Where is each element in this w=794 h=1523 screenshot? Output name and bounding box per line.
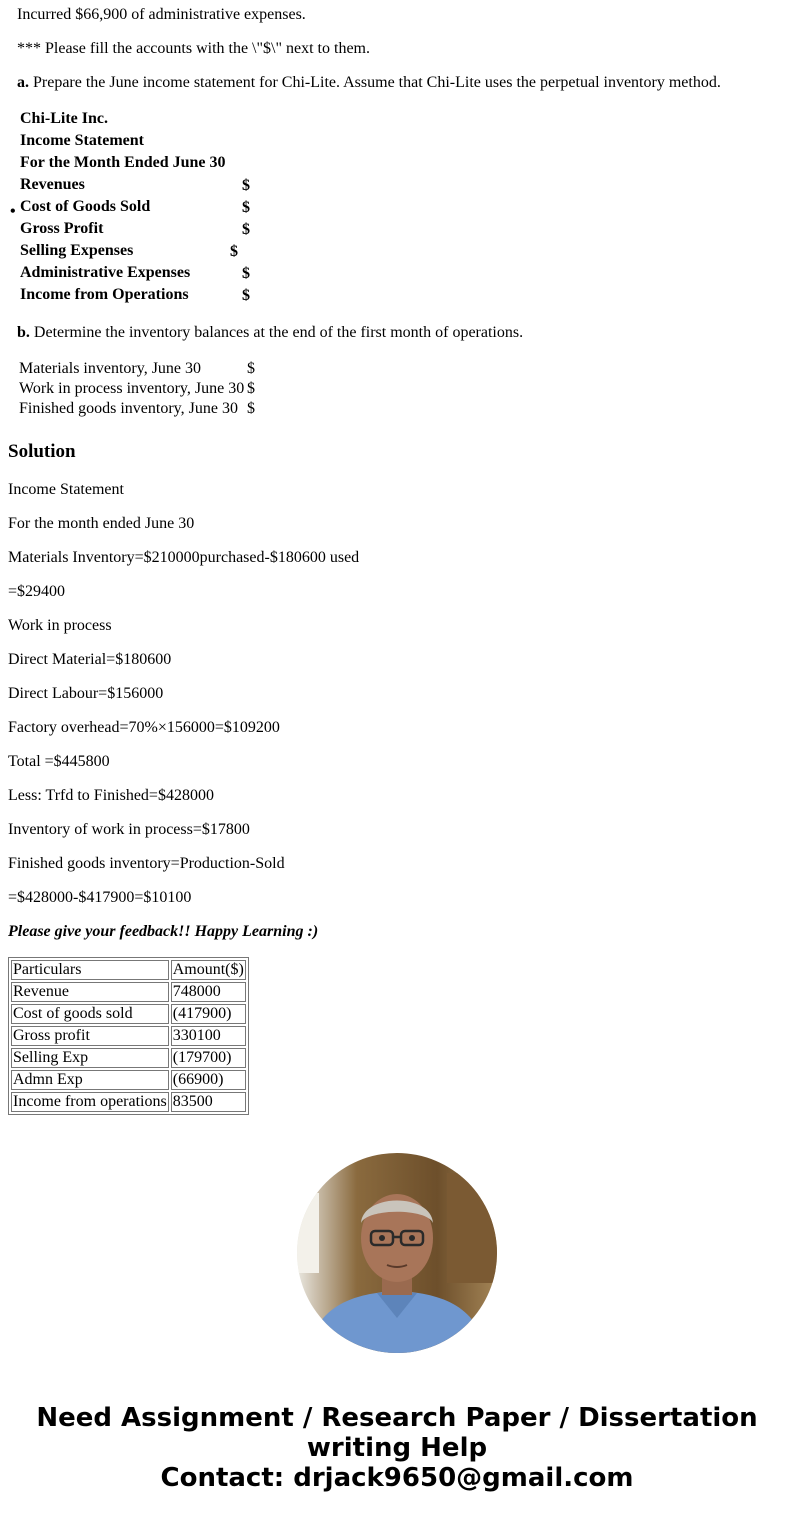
solution-line: =$29400 bbox=[8, 583, 66, 600]
solution-line: Finished goods inventory=Production-Sold bbox=[8, 855, 285, 872]
table-cell: Revenue bbox=[11, 982, 169, 1002]
table-cell: 330100 bbox=[171, 1026, 246, 1046]
table-row bbox=[11, 982, 246, 1002]
row-admin-label: Administrative Expenses bbox=[20, 264, 191, 281]
table-header-row bbox=[11, 960, 246, 980]
table-cell: Cost of goods sold bbox=[11, 1004, 169, 1024]
table-row bbox=[11, 1048, 246, 1068]
materials-inventory-label: Materials inventory, June 30 bbox=[19, 360, 202, 377]
part-b-letter: b. bbox=[17, 324, 30, 341]
table-header-cell: Amount($) bbox=[172, 961, 244, 978]
table-row bbox=[11, 1092, 246, 1112]
income-statement-table bbox=[8, 957, 249, 1115]
statement-title: Income Statement bbox=[20, 132, 144, 149]
part-a-text: Prepare the June income statement for Chi-Lite. Assume that Chi-Lite uses the perpetual inventory method. bbox=[33, 74, 721, 91]
row-gross-profit-label: Gross Profit bbox=[20, 220, 104, 237]
finished-goods-input[interactable]: $ bbox=[247, 400, 255, 417]
solution-line: Work in process bbox=[8, 617, 112, 634]
table-cell: Admn Exp bbox=[11, 1070, 169, 1090]
part-a-instruction bbox=[17, 73, 721, 93]
feedback-message: Please give your feedback!! Happy Learning :) bbox=[8, 923, 319, 940]
solution-line: Direct Material=$180600 bbox=[8, 651, 172, 668]
table-row bbox=[11, 1026, 246, 1046]
table-cell: (66900) bbox=[171, 1070, 246, 1090]
part-b-text: Determine the inventory balances at the end of the first month of operations. bbox=[33, 324, 524, 341]
row-income-ops-label: Income from Operations bbox=[20, 286, 189, 303]
row-admin-input[interactable]: $ bbox=[242, 265, 250, 282]
statement-period: For the Month Ended June 30 bbox=[20, 154, 226, 171]
fill-note: *** Please fill the accounts with the \"$\" next to them. bbox=[17, 40, 370, 57]
part-a-letter: a. bbox=[17, 74, 29, 91]
solution-heading: Solution bbox=[8, 441, 76, 462]
promo-banner bbox=[0, 1403, 794, 1493]
table-cell: 748000 bbox=[171, 982, 246, 1002]
row-selling-input[interactable]: $ bbox=[230, 243, 238, 260]
part-b-instruction bbox=[17, 323, 523, 343]
solution-line: Less: Trfd to Finished=$428000 bbox=[8, 787, 214, 804]
table-header-cell: Particulars bbox=[11, 960, 169, 980]
wip-inventory-label: Work in process inventory, June 30 bbox=[19, 380, 245, 397]
solution-line: Total =$445800 bbox=[8, 753, 110, 770]
author-avatar bbox=[297, 1153, 497, 1353]
row-income-ops-input[interactable]: $ bbox=[242, 287, 250, 304]
row-cogs-label: Cost of Goods Sold bbox=[20, 198, 151, 215]
row-revenues-label: Revenues bbox=[20, 176, 85, 193]
row-gross-profit-input[interactable]: $ bbox=[242, 221, 250, 238]
solution-line: Factory overhead=70%×156000=$109200 bbox=[8, 719, 280, 736]
author-portrait-image bbox=[297, 1153, 497, 1353]
table-cell: (417900) bbox=[171, 1004, 246, 1024]
solution-line: =$428000-$417900=$10100 bbox=[8, 889, 192, 906]
finished-goods-label: Finished goods inventory, June 30 bbox=[19, 400, 238, 417]
row-cogs-input[interactable]: $ bbox=[242, 199, 250, 216]
solution-line: Inventory of work in process=$17800 bbox=[8, 821, 250, 838]
materials-inventory-input[interactable]: $ bbox=[247, 360, 255, 377]
row-selling-label: Selling Expenses bbox=[20, 242, 134, 259]
solution-line: Materials Inventory=$210000purchased-$180600 used bbox=[8, 549, 360, 566]
bullet-marker: • bbox=[10, 203, 16, 220]
row-revenues-input[interactable]: $ bbox=[242, 177, 250, 194]
table-row bbox=[11, 1004, 246, 1024]
table-cell: (179700) bbox=[171, 1048, 246, 1068]
table-row bbox=[11, 1070, 246, 1090]
company-name: Chi-Lite Inc. bbox=[20, 110, 108, 127]
wip-inventory-input[interactable]: $ bbox=[247, 380, 255, 397]
solution-line: Income Statement bbox=[8, 481, 124, 498]
table-cell: 83500 bbox=[171, 1092, 246, 1112]
admin-expense-line: Incurred $66,900 of administrative expenses. bbox=[17, 6, 306, 23]
solution-line: For the month ended June 30 bbox=[8, 515, 195, 532]
promo-line: Need Assignment / Research Paper / Dissertation bbox=[36, 1403, 758, 1433]
table-cell: Income from operations bbox=[13, 1093, 167, 1110]
table-cell: Gross profit bbox=[11, 1026, 169, 1046]
solution-line: Direct Labour=$156000 bbox=[8, 685, 164, 702]
promo-line: writing Help bbox=[306, 1433, 488, 1463]
promo-contact[interactable]: Contact: drjack9650@gmail.com bbox=[160, 1463, 634, 1493]
table-cell: Selling Exp bbox=[11, 1048, 169, 1068]
